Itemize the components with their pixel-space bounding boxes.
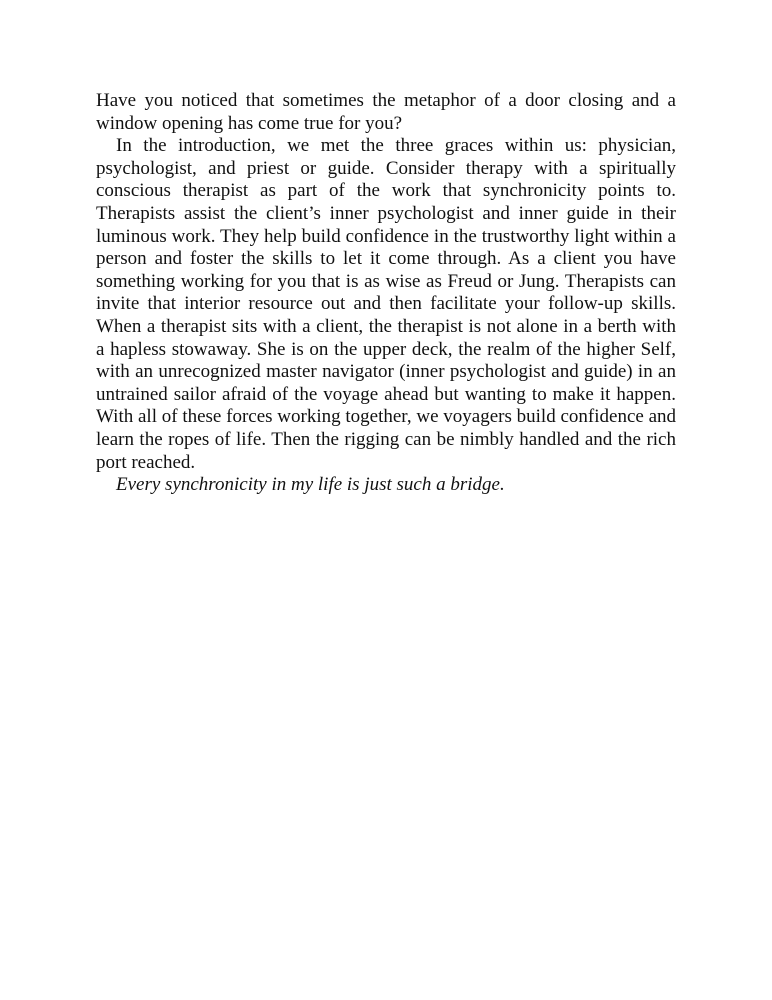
paragraph-door-window: Have you noticed that sometimes the metaphor of a door closing and a window opening has come true for you? bbox=[96, 90, 676, 134]
document-page bbox=[96, 90, 676, 497]
paragraph-synchronicity-bridge: Every synchronicity in my life is just such a bridge. bbox=[116, 474, 505, 496]
paragraph-three-graces: In the introduction, we met the three graces within us: physician, psychologist, and priest or guide. Consider therapy with a spiritually conscious therapist as part of the work that synchronicity points to. Therapists assist the client’s inner psychologist and inner guide in their luminous work. They help build confidence in the trustworthy light within a person and foster the skills to let it come through. As a client you have something working for you that is as wise as Freud or Jung. Therapists can invite that interior resource out and then facilitate your follow-up skills. When a therapist sits with a client, the therapist is not alone in a berth with a hapless stowaway. She is on the upper deck, the realm of the higher Self, with an unrecognized master navigator (inner psychologist and guide) in an untrained sailor afraid of the voyage ahead but wanting to make it happen. With all of these forces working together, we voyagers build confidence and learn the ropes of life. Then the rigging can be nimbly handled and the rich port reached. bbox=[96, 135, 676, 473]
